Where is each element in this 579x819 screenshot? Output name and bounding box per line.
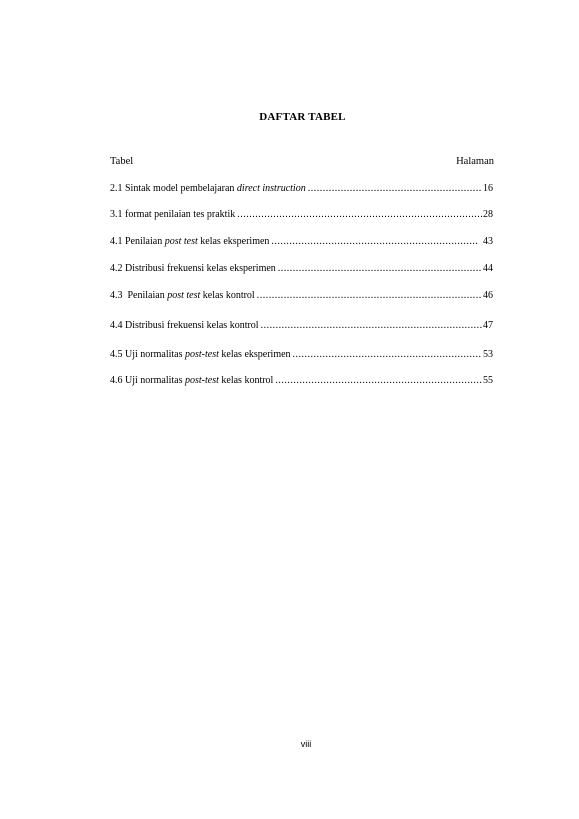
toc-entry-label: 4.2 Distribusi frekuensi kelas eksperimen — [110, 263, 276, 274]
toc-entry-label: 4.6 Uji normalitas post-test kelas kontrol — [110, 375, 274, 386]
toc-entry-page: 53 — [483, 349, 493, 360]
page-title: DAFTAR TABEL — [259, 111, 346, 123]
toc-entry-label: 4.3 Penilaian post test kelas kontrol — [110, 290, 255, 301]
toc-leader-dots — [257, 290, 482, 302]
toc-entry-label: 3.1 format penilaian tes praktik — [110, 209, 236, 220]
table-list-header — [110, 156, 494, 167]
toc-entry-4-6[interactable] — [110, 375, 493, 387]
toc-entry-page: 46 — [483, 290, 493, 301]
toc-entry-label: 4.4 Distribusi frekuensi kelas kontrol — [110, 320, 259, 331]
toc-entry-4-2[interactable] — [110, 263, 493, 275]
toc-entry-label: 4.5 Uji normalitas post-test kelas eksperimen — [110, 349, 291, 360]
toc-entry-page: 43 — [483, 236, 493, 247]
toc-entry-page: 55 — [483, 375, 493, 386]
toc-entry-page: 44 — [483, 263, 493, 274]
toc-entry-3-1[interactable] — [110, 209, 493, 221]
toc-leader-dots — [275, 375, 482, 387]
toc-entry-page: 16 — [483, 183, 493, 194]
toc-entry-label: 4.1 Penilaian post test kelas eksperimen — [110, 236, 270, 247]
toc-entry-4-3[interactable] — [110, 290, 493, 302]
header-tabel-label: Tabel — [110, 156, 134, 167]
toc-leader-dots — [271, 236, 479, 248]
page-number: viii — [300, 739, 312, 749]
header-halaman-label: Halaman — [456, 156, 494, 167]
toc-leader-dots — [261, 320, 482, 332]
toc-entry-page: 28 — [483, 209, 493, 220]
toc-entry-4-5[interactable] — [110, 349, 493, 361]
toc-entry-label: 2.1 Sintak model pembelajaran direct instruction — [110, 183, 306, 194]
toc-entry-2-1[interactable] — [110, 183, 493, 195]
toc-leader-dots — [237, 209, 482, 221]
toc-leader-dots — [308, 183, 482, 195]
toc-entry-4-4[interactable] — [110, 320, 493, 332]
toc-entry-page: 47 — [483, 320, 493, 331]
toc-entry-4-1[interactable] — [110, 236, 493, 248]
toc-leader-dots — [293, 349, 482, 361]
toc-leader-dots — [278, 263, 482, 275]
